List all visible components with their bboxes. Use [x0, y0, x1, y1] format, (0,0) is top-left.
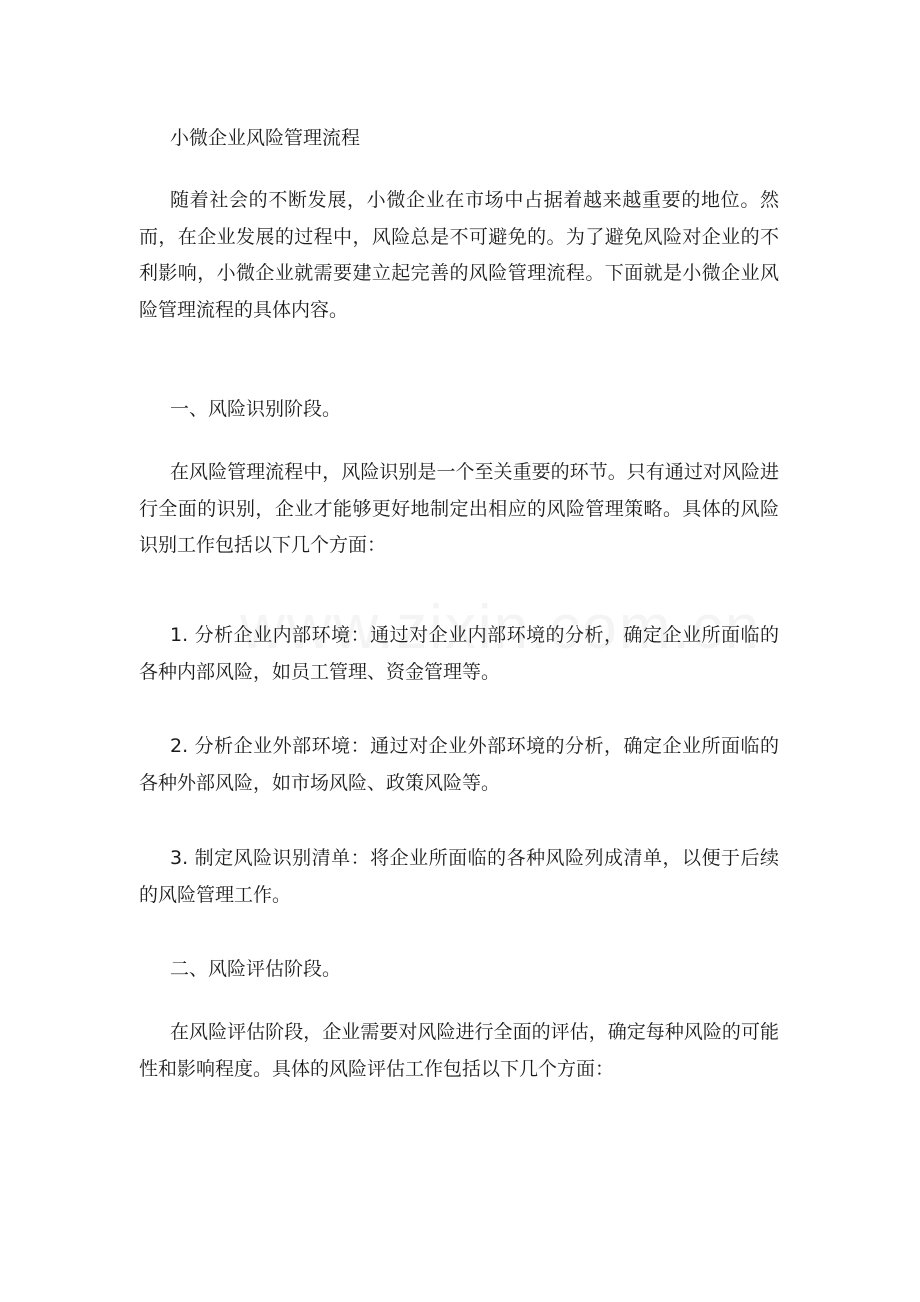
section2-body: 在风险评估阶段，企业需要对风险进行全面的评估，确定每种风险的可能性和影响程度。具体的风险评估工作包括以下几个方面：	[139, 1021, 779, 1080]
section1-heading: 一、风险识别阶段。	[170, 398, 342, 420]
section2-heading: 二、风险评估阶段。	[170, 958, 342, 980]
intro-paragraph: 随着社会的不断发展，小微企业在市场中占据着越来越重要的地位。然而，在企业发展的过程中，风险总是不可避免的。为了避免风险对企业的不利影响，小微企业就需要建立起完善的风险管理流程。下面就是小微企业风险管理流程的具体内容。	[139, 189, 779, 321]
document-title: 小微企业风险管理流程	[170, 127, 361, 149]
section1-item-3: 3. 制定风险识别清单：将企业所面临的各种风险列成清单，以便于后续的风险管理工作。	[139, 847, 779, 906]
section1-item-2: 2. 分析企业外部环境：通过对企业外部环境的分析，确定企业所面临的各种外部风险，如市场风险、政策风险等。	[139, 735, 779, 794]
section1-body: 在风险管理流程中，风险识别是一个至关重要的环节。只有通过对风险进行全面的识别，企业才能够更好地制定出相应的风险管理策略。具体的风险识别工作包括以下几个方面：	[139, 461, 779, 556]
section1-item-1: 1. 分析企业内部环境：通过对企业内部环境的分析，确定企业所面临的各种内部风险，如员工管理、资金管理等。	[139, 624, 779, 683]
